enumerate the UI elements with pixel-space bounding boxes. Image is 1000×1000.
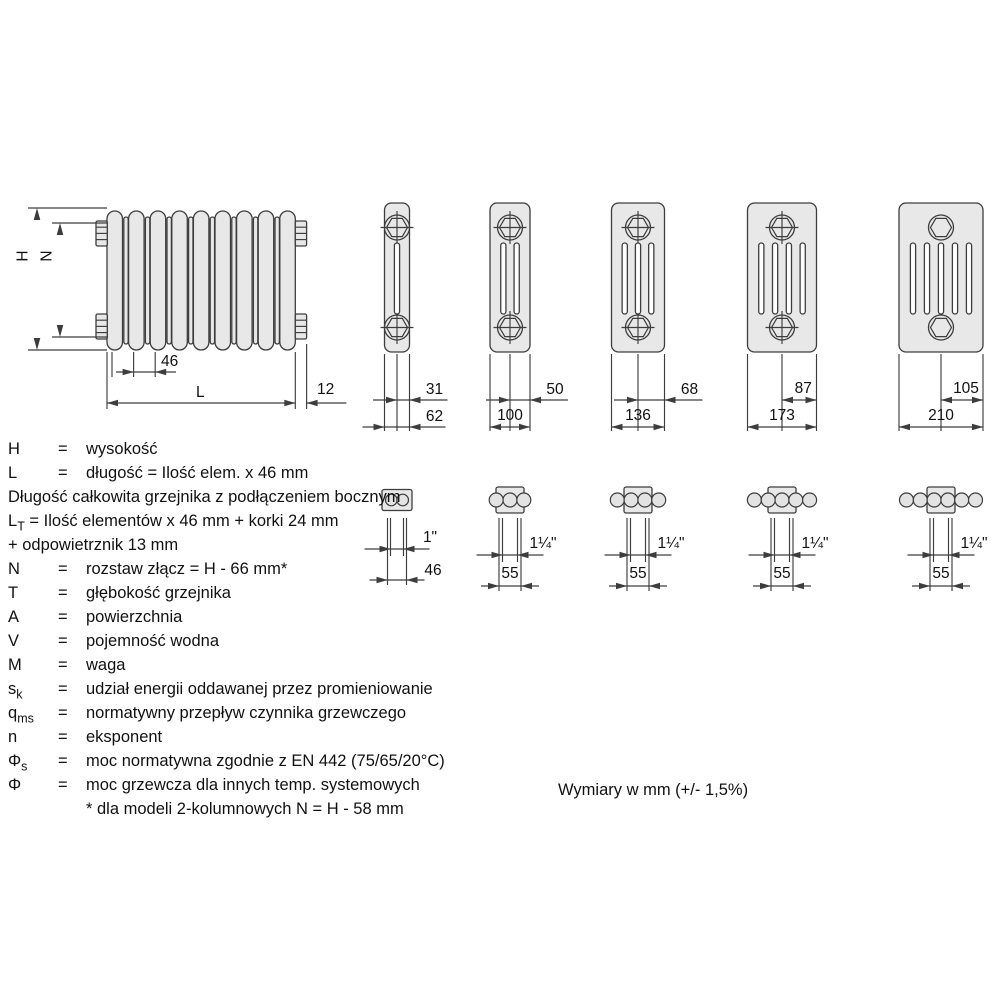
radiator-top-view-6-columns xyxy=(900,487,988,591)
top-view-tube-circle xyxy=(775,493,789,507)
dim-arrow xyxy=(34,338,41,350)
dim-arrow xyxy=(665,397,676,404)
dim-arrow xyxy=(410,397,421,404)
top-view-tube-circle xyxy=(789,493,803,507)
legend-row xyxy=(8,749,488,773)
legend-symbol-subscript: T xyxy=(17,519,25,534)
dim-arrow xyxy=(972,424,983,431)
dim-arrow xyxy=(627,397,638,404)
legend-text: długość = Ilość elem. x 46 mm xyxy=(86,464,309,482)
legend-row xyxy=(8,485,488,509)
dim-arrow xyxy=(972,397,983,404)
legend-equals: = xyxy=(58,728,68,746)
legend-equals: = xyxy=(58,704,68,722)
legend xyxy=(8,437,488,821)
legend-symbol-subscript: s xyxy=(21,759,28,774)
top-view-tube-circle xyxy=(955,493,969,507)
front-height-label xyxy=(14,247,32,265)
connection-size-label: 1¼" xyxy=(960,535,988,552)
legend-symbol-base: s xyxy=(8,680,17,698)
dim-arrow xyxy=(612,424,623,431)
depth-full-label: 173 xyxy=(769,407,795,424)
dimensions-tolerance-note: Wymiary w mm (+/- 1,5%) xyxy=(558,781,749,799)
legend-row xyxy=(8,605,488,629)
radiator-cross-section-5-columns xyxy=(748,203,817,431)
legend-text: rozstaw złącz = H - 66 mm* xyxy=(86,560,288,578)
radiator-element-tube xyxy=(215,211,231,350)
legend-equals: = xyxy=(58,680,68,698)
front-spacing-label-text: N xyxy=(38,250,56,262)
front-spacing-label xyxy=(38,247,56,265)
dim-arrow xyxy=(806,424,817,431)
front-pitch-label: 46 xyxy=(161,353,179,370)
top-view-tube-circle xyxy=(747,493,761,507)
top-view-tube-circle xyxy=(803,493,817,507)
dim-arrow xyxy=(793,583,804,590)
legend-text: Długość całkowita grzejnika z podłączeniem bocznym xyxy=(8,488,401,506)
legend-symbol-base: Φ xyxy=(8,752,22,770)
legend-symbol xyxy=(8,749,58,773)
radiator-element-tube xyxy=(193,211,209,350)
legend-row xyxy=(8,773,488,797)
dim-arrow xyxy=(620,552,631,559)
dim-arrow xyxy=(107,400,118,407)
dim-arrow xyxy=(57,223,64,235)
depth-half-label: 50 xyxy=(546,381,564,398)
legend-equals: = xyxy=(58,632,68,650)
dim-arrow xyxy=(530,397,541,404)
dim-arrow xyxy=(764,552,775,559)
dim-arrow xyxy=(34,208,41,220)
dim-arrow xyxy=(748,424,759,431)
legend-equals: = xyxy=(58,464,68,482)
top-view-tube-circle xyxy=(913,493,927,507)
element-width-label: 46 xyxy=(424,562,442,579)
dim-arrow xyxy=(284,400,295,407)
legend-row xyxy=(8,437,488,461)
depth-full-label: 100 xyxy=(497,407,523,424)
section-slot xyxy=(501,243,506,314)
depth-half-label: 31 xyxy=(425,381,444,398)
top-view-tube-circle xyxy=(927,493,941,507)
radiator-top-view-4-columns xyxy=(605,487,685,591)
radiator-element-gap-tube xyxy=(232,217,236,344)
radiator-element-gap-tube xyxy=(275,217,279,344)
radiator-element-tube xyxy=(107,211,123,350)
dim-arrow xyxy=(806,397,817,404)
dim-arrow xyxy=(941,397,952,404)
front-length-label: L xyxy=(196,384,205,401)
dim-arrow xyxy=(518,552,529,559)
radiator-element-tube xyxy=(258,211,274,350)
legend-equals: = xyxy=(58,608,68,626)
legend-symbol-base: q xyxy=(8,704,18,722)
radiator-element-tube xyxy=(280,211,296,350)
dim-arrow xyxy=(760,583,771,590)
section-slot xyxy=(635,243,640,314)
section-slot xyxy=(800,243,805,314)
dim-arrow xyxy=(923,552,934,559)
legend-text: wysokość xyxy=(86,440,158,458)
legend-symbol: N xyxy=(8,560,20,578)
depth-full-label: 210 xyxy=(928,407,954,424)
legend-text: moc grzewcza dla innych temp. systemowych xyxy=(86,776,420,794)
radiator-top-view-5-columns xyxy=(747,487,828,591)
radiator-element-tube xyxy=(129,211,145,350)
radiator-cross-section-4-columns xyxy=(612,203,703,431)
dim-arrow xyxy=(519,424,530,431)
radiator-element-gap-tube xyxy=(167,217,171,344)
section-slot xyxy=(952,243,957,314)
legend-symbol-subscript: ms xyxy=(17,711,34,726)
dim-arrow xyxy=(782,397,793,404)
legend-text: normatywny przepływ czynnika grzewczego xyxy=(86,704,407,722)
section-slot xyxy=(924,243,929,314)
dim-arrow xyxy=(123,369,134,376)
depth-half-label: 68 xyxy=(680,381,699,398)
radiator-element-gap-tube xyxy=(145,217,149,344)
legend-symbol: M xyxy=(8,656,22,674)
front-side-connection-label: 12 xyxy=(317,381,335,398)
legend-symbol xyxy=(8,677,58,701)
legend-text: + odpowietrznik 13 mm xyxy=(8,536,179,554)
section-slot xyxy=(786,243,791,314)
legend-row xyxy=(8,653,488,677)
legend-symbol: L xyxy=(8,512,18,530)
dim-arrow xyxy=(646,552,657,559)
legend-symbol: V xyxy=(8,632,20,650)
top-view-tube-circle xyxy=(900,493,914,507)
top-view-tube-circle xyxy=(610,493,624,507)
top-view-tube-circle xyxy=(503,493,517,507)
dim-arrow xyxy=(57,325,64,337)
top-view-tube-circle xyxy=(489,493,503,507)
connection-size-label: 1" xyxy=(422,529,438,546)
legend-symbol: T xyxy=(8,584,19,602)
depth-half-label: 87 xyxy=(794,380,812,397)
dim-arrow xyxy=(488,583,499,590)
connection-size-label: 1¼" xyxy=(529,535,557,552)
top-view-tube-circle xyxy=(517,493,531,507)
legend-row xyxy=(8,461,488,485)
section-slot xyxy=(938,243,943,314)
radiator-element-gap-tube xyxy=(124,217,128,344)
connection-size-label: 1¼" xyxy=(801,535,829,552)
legend-symbol: Φ xyxy=(8,776,22,794)
radiator-element-gap-tube xyxy=(189,217,193,344)
dim-arrow xyxy=(386,397,397,404)
top-view-tube-circle xyxy=(624,493,638,507)
dim-arrow xyxy=(307,400,318,407)
legend-text: moc normatywna zgodnie z EN 442 (75/65/20°C) xyxy=(86,752,445,770)
depth-half-label: 105 xyxy=(953,380,979,397)
radiator-element-gap-tube xyxy=(210,217,214,344)
radiator-cross-section-6-columns xyxy=(899,203,983,431)
dim-arrow xyxy=(521,583,532,590)
depth-full-label: 136 xyxy=(625,407,651,424)
section-slot xyxy=(622,243,627,314)
legend-equals: = xyxy=(58,560,68,578)
legend-text: eksponent xyxy=(86,728,163,746)
top-view-tube-circle xyxy=(638,493,652,507)
radiator-top-view-3-columns xyxy=(477,487,557,591)
legend-equals: = xyxy=(58,440,68,458)
dim-arrow xyxy=(899,424,910,431)
section-slot xyxy=(773,243,778,314)
element-width-label: 55 xyxy=(629,565,647,582)
dim-arrow xyxy=(616,583,627,590)
legend-symbol xyxy=(8,701,58,725)
legend-row xyxy=(8,677,488,701)
connection-size-label: 1¼" xyxy=(657,535,685,552)
top-view-tube-circle xyxy=(652,493,666,507)
legend-equals: = xyxy=(58,656,68,674)
dim-arrow xyxy=(649,583,660,590)
element-width-label: 55 xyxy=(501,565,519,582)
top-view-tube-circle xyxy=(941,493,955,507)
section-slot xyxy=(514,243,519,314)
front-height-label-text: H xyxy=(14,250,32,262)
legend-row xyxy=(8,797,488,821)
radiator-cross-section-3-columns xyxy=(486,203,568,431)
dim-arrow xyxy=(654,424,665,431)
legend-symbol: H xyxy=(8,440,20,458)
legend-row xyxy=(8,581,488,605)
legend-text: głębokość grzejnika xyxy=(86,584,231,602)
legend-text: powierzchnia xyxy=(86,608,183,626)
legend-row xyxy=(8,701,488,725)
dim-arrow xyxy=(790,552,801,559)
element-width-label: 55 xyxy=(932,565,950,582)
dim-arrow xyxy=(949,552,960,559)
legend-symbol: A xyxy=(8,608,20,626)
section-slot xyxy=(649,243,654,314)
legend-row xyxy=(8,509,488,533)
legend-equals: = xyxy=(58,584,68,602)
radiator-element-tube xyxy=(237,211,253,350)
dim-arrow xyxy=(490,424,501,431)
dim-arrow xyxy=(374,424,385,431)
dim-arrow xyxy=(492,552,503,559)
legend-row xyxy=(8,725,488,749)
dim-arrow xyxy=(919,583,930,590)
radiator-element-tube xyxy=(172,211,188,350)
legend-text: pojemność wodna xyxy=(86,632,219,650)
section-slot xyxy=(910,243,915,314)
radiator-element-tube xyxy=(150,211,166,350)
radiator-front-view xyxy=(28,208,346,409)
dim-arrow xyxy=(499,397,510,404)
legend-row xyxy=(8,533,488,557)
radiator-element-gap-tube xyxy=(253,217,257,344)
depth-full-label: 62 xyxy=(425,408,444,425)
legend-symbol: L xyxy=(8,464,18,482)
legend-row xyxy=(8,557,488,581)
section-slot xyxy=(759,243,764,314)
dim-arrow xyxy=(952,583,963,590)
legend-equals: = xyxy=(58,752,68,770)
radiator-cross-section-2-columns xyxy=(363,203,448,431)
dim-arrow xyxy=(410,424,421,431)
section-slot xyxy=(966,243,971,314)
legend-text: udział energii oddawanej przez promieniowanie xyxy=(86,680,433,698)
element-width-label: 55 xyxy=(773,565,791,582)
section-slot xyxy=(394,243,399,314)
legend-text: = Ilość elementów x 46 mm + korki 24 mm xyxy=(29,512,339,530)
legend-equals: = xyxy=(58,776,68,794)
legend-symbol-subscript: k xyxy=(16,687,23,702)
legend-text: * dla modeli 2-kolumnowych N = H - 58 mm xyxy=(86,800,404,818)
legend-row xyxy=(8,629,488,653)
top-view-tube-circle xyxy=(969,493,983,507)
top-view-tube-circle xyxy=(761,493,775,507)
legend-symbol: n xyxy=(8,728,18,746)
legend-text: waga xyxy=(86,656,126,674)
